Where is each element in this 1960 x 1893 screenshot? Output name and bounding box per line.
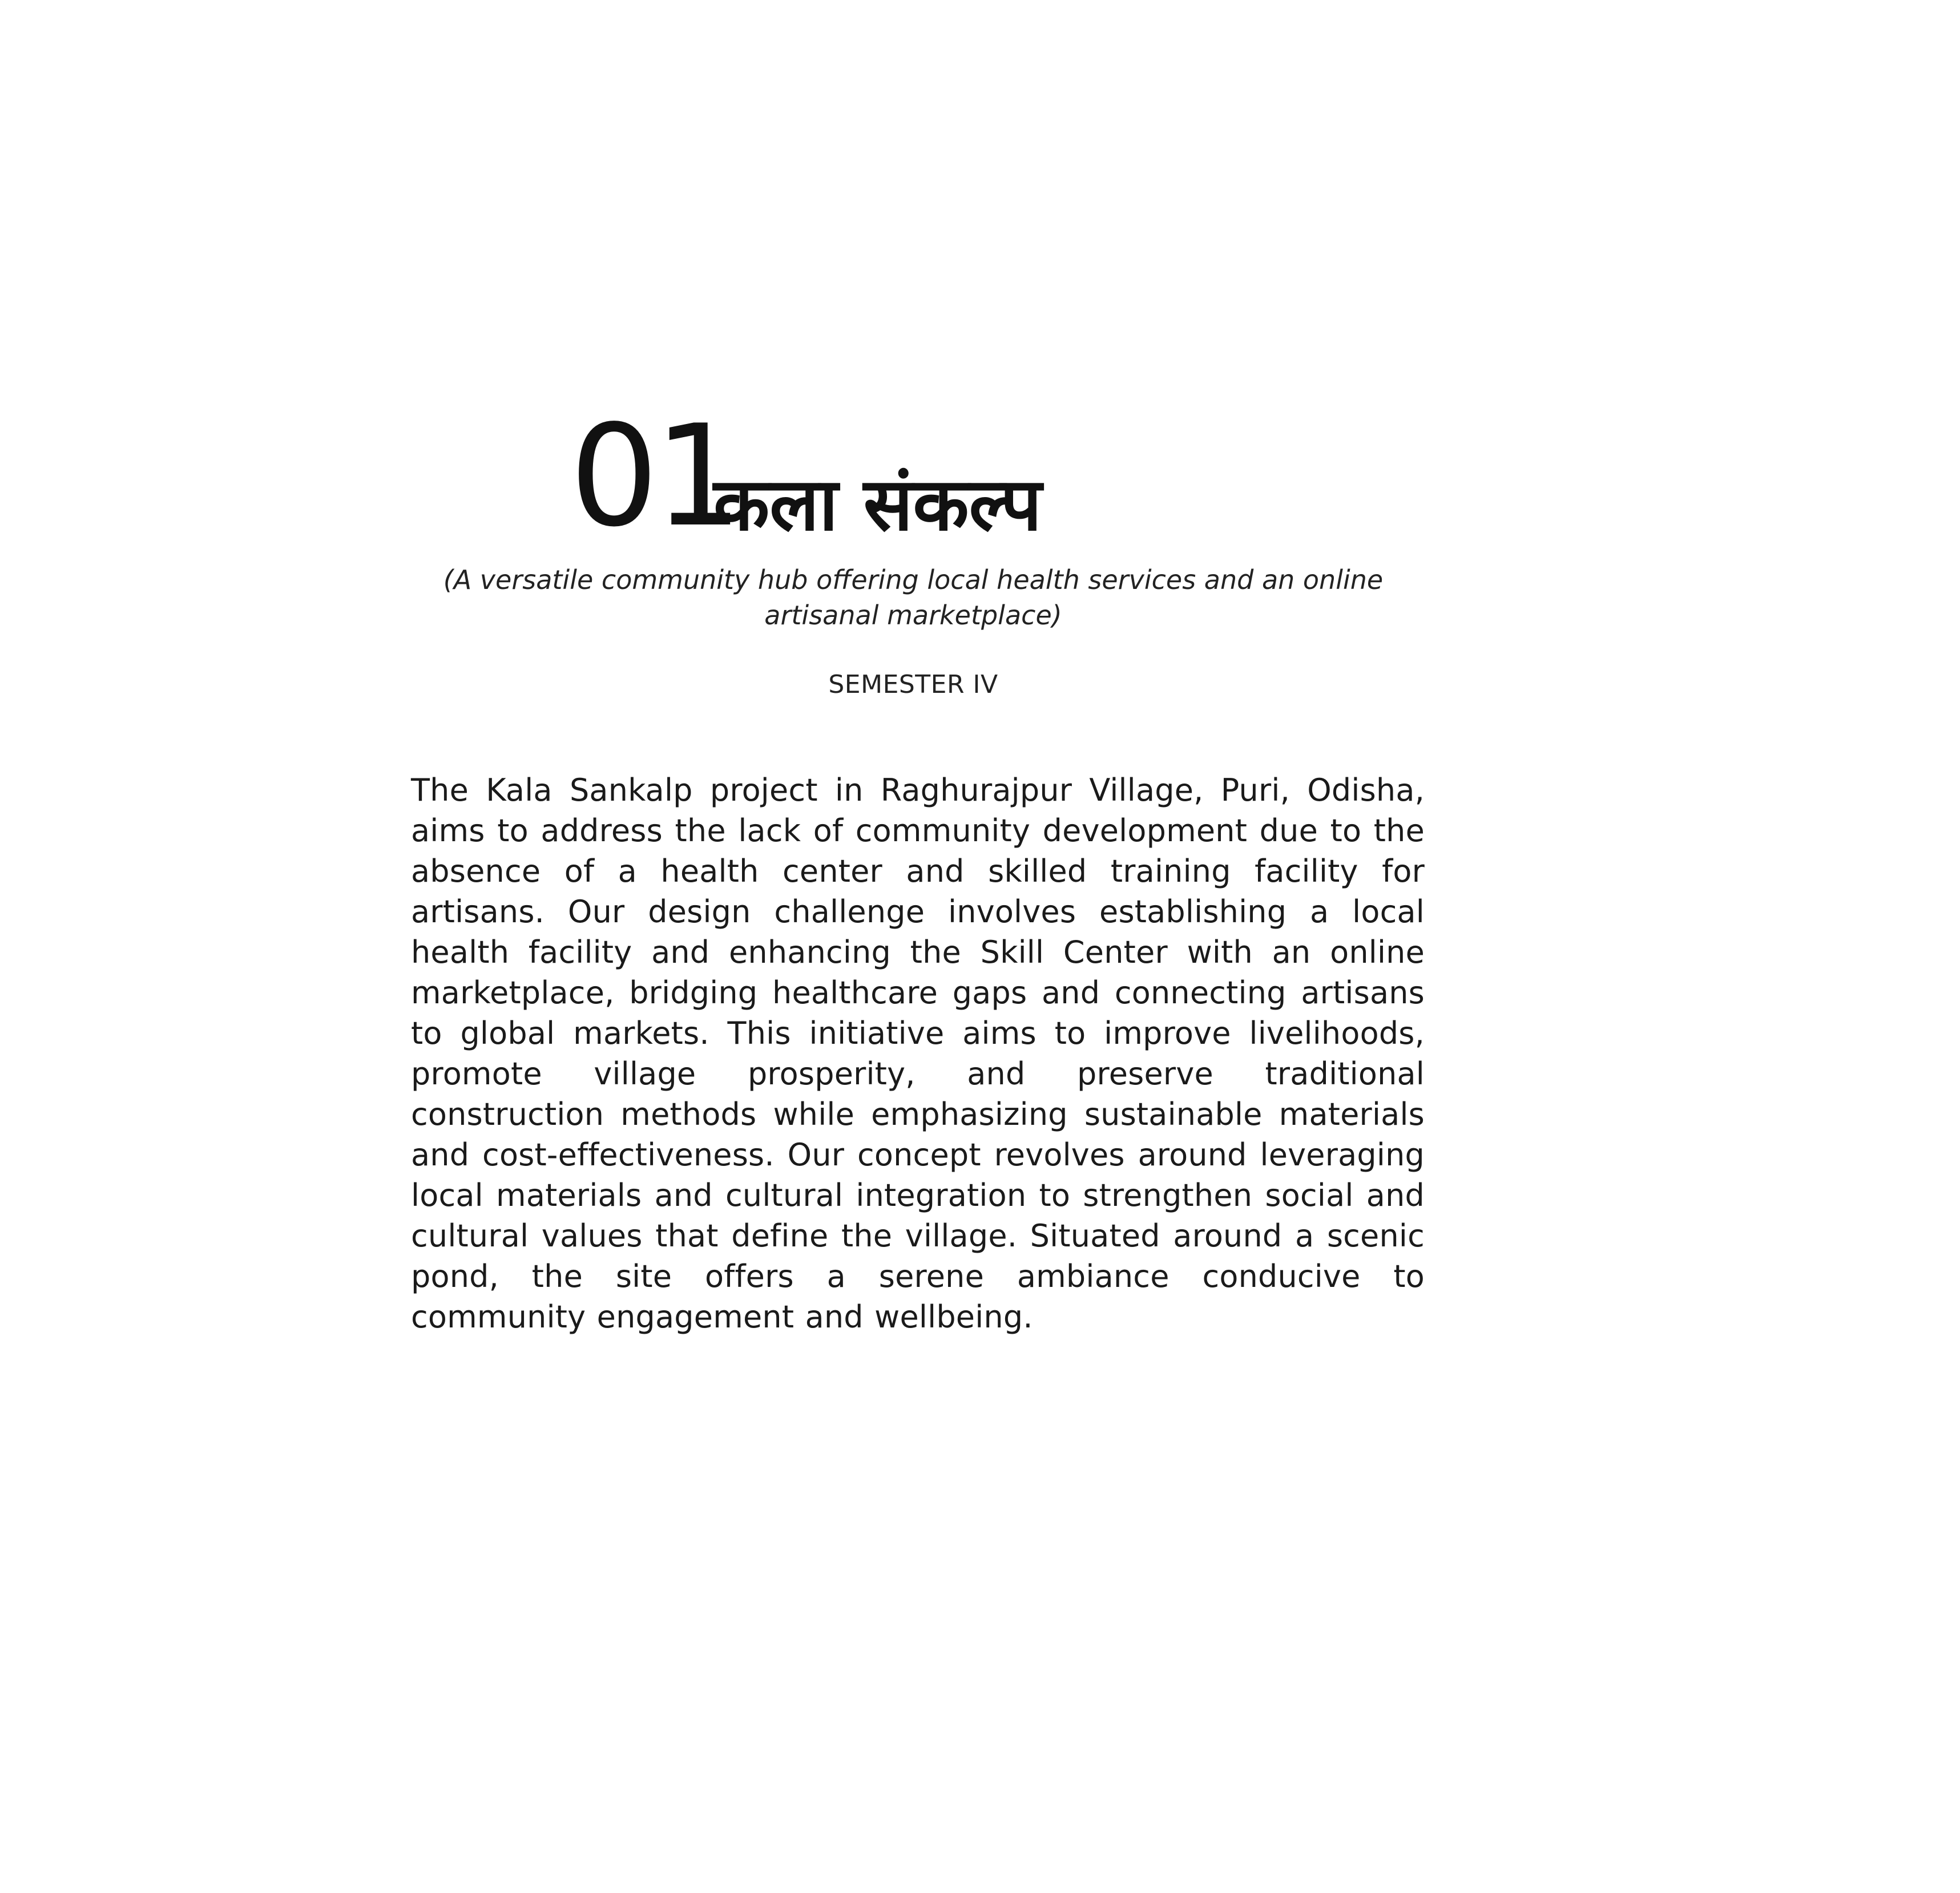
section-number: 01 [570,395,739,558]
project-description: The Kala Sankalp project in Raghurajpur Village, Puri, Odisha, aims to address the lack of community development due to the absence of a health center and skilled training facility for artisans. Our design challenge involves establishing a local health facility and enhancing the Skill Center with an online marketplace, bridging healthcare gaps and connecting artisans to global markets. This initiative aims to improve livelihoods, promote village prosperity, and preserve traditional construction methods while emphasizing sustainable materials and cost-effectiveness. Our concept revolves around leveraging local materials and cultural integration to strengthen social and cultural values that define the village. Situated around a scenic pond, the site offers a serene ambiance conducive to community engagement and wellbeing. [411,772,1425,1335]
semester-label: SEMESTER IV [828,670,998,699]
project-subtitle: (A versatile community hub offering local health services and an online artisanal marketplace) [443,564,1384,631]
project-title: कला संकल्प [713,462,1042,547]
title-block [0,395,1960,558]
